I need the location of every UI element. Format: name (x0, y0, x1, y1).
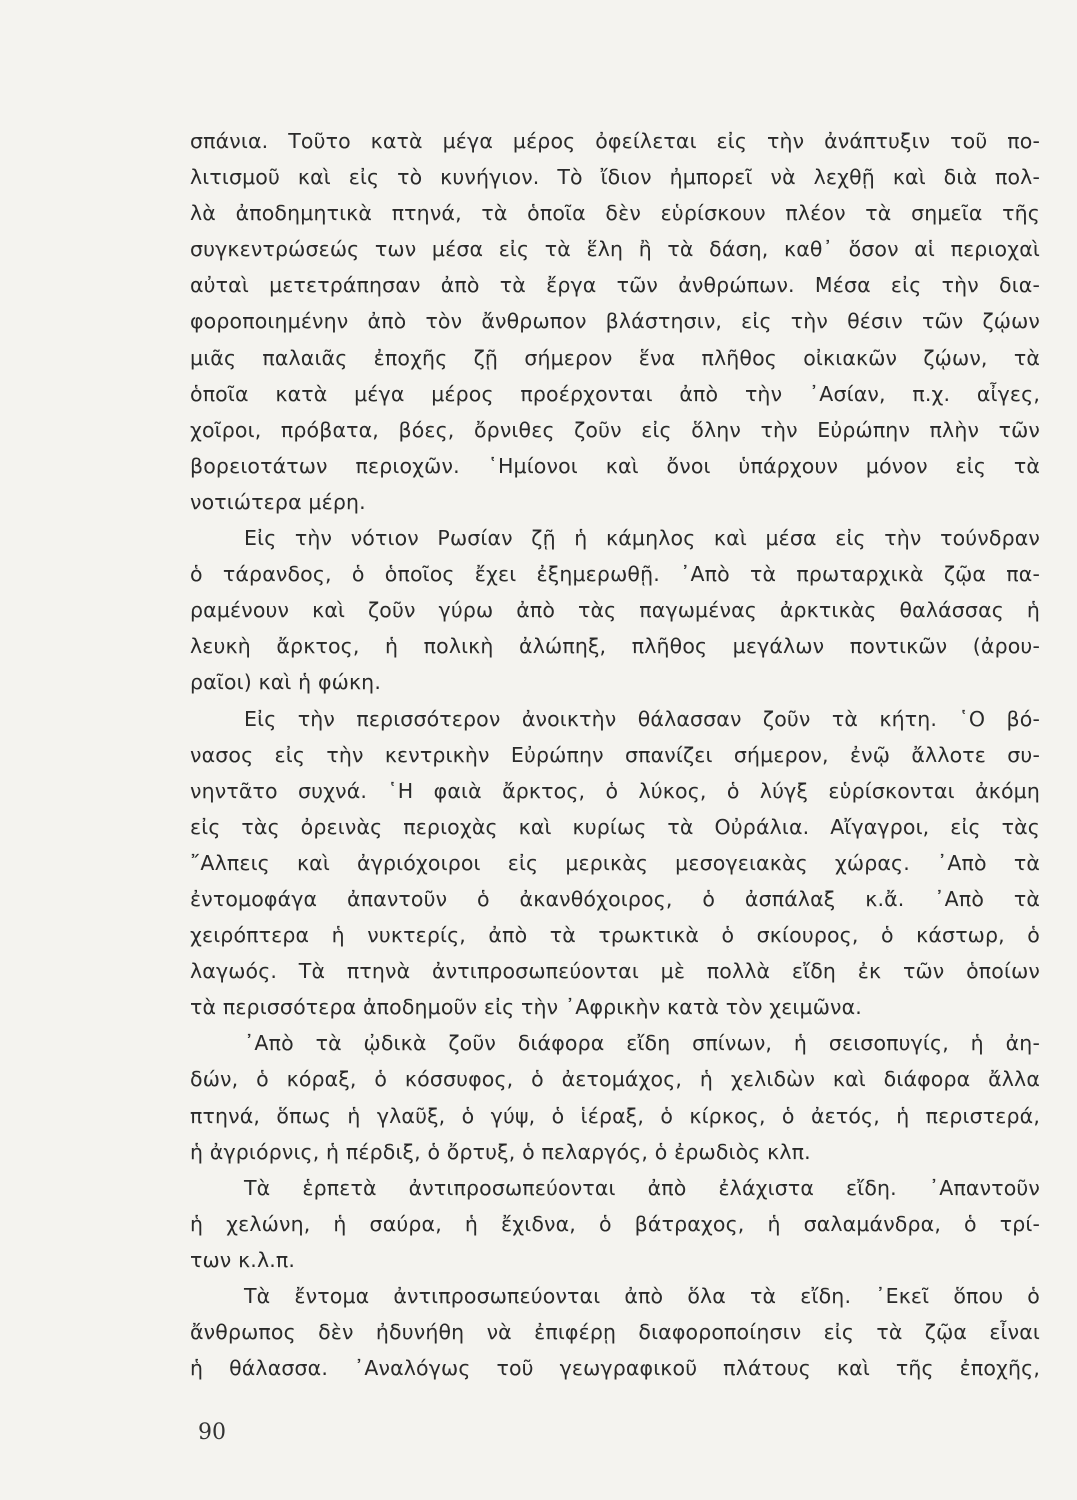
text-line: πτηνά, ὅπως ἡ γλαῦξ, ὁ γύψ, ὁ ἱέραξ, ὁ κίρκος, ὁ ἀετός, ἡ περιστερά, (190, 1103, 1040, 1128)
paragraph (190, 1025, 1040, 1169)
text-line: Τὰ ἔντομα ἀντιπροσωπεύονται ἀπὸ ὅλα τὰ εἴδη. ᾿Εκεῖ ὅπου ὁ (244, 1284, 1040, 1308)
text-line: ὁ τάρανδος, ὁ ὁποῖος ἔχει ἐξημερωθῇ. ᾿Απὸ τὰ πρωταρχικὰ ζῷα πα- (190, 562, 1040, 587)
text-line: λὰ ἀποδημητικὰ πτηνά, τὰ ὁποῖα δὲν εὑρίσκουν πλέον τὰ σημεῖα τῆς (190, 201, 1040, 226)
text-line: ἄνθρωπος δὲν ἠδυνήθη νὰ ἐπιφέρῃ διαφοροποίησιν εἰς τὰ ζῷα εἶναι (190, 1320, 1040, 1345)
paragraph (190, 1170, 1040, 1278)
text-line: τὰ περισσότερα ἀποδημοῦν εἰς τὴν ᾿Αφρικὴν κατὰ τὸν χειμῶνα. (190, 995, 862, 1020)
text-line: συγκεντρώσεώς των μέσα εἰς τὰ ἕλη ἢ τὰ δάση, καθ᾽ ὅσον αἱ περιοχαὶ (190, 237, 1040, 262)
paragraph (190, 123, 1040, 520)
text-line: δών, ὁ κόραξ, ὁ κόσσυφος, ὁ ἀετομάχος, ἡ χελιδὼν καὶ διάφορα ἄλλα (190, 1067, 1040, 1092)
text-line: χοῖροι, πρόβατα, βόες, ὄρνιθες ζοῦν εἰς ὅλην τὴν Εὐρώπην πλὴν τῶν (190, 417, 1040, 442)
text-line: βορειοτάτων περιοχῶν. ῾Ημίονοι καὶ ὄνοι ὑπάρχουν μόνον εἰς τὰ (190, 453, 1040, 478)
paragraph (190, 701, 1040, 1026)
text-line: νηντᾶτο συχνά. ῾Η φαιὰ ἄρκτος, ὁ λύκος, ὁ λύγξ εὑρίσκονται ἀκόμη (190, 778, 1040, 803)
text-line: ἡ θάλασσα. ᾿Αναλόγως τοῦ γεωγραφικοῦ πλάτους καὶ τῆς ἐποχῆς, (190, 1356, 1040, 1381)
text-line: Τὰ ἑρπετὰ ἀντιπροσωπεύονται ἀπὸ ἐλάχιστα εἴδη. ᾿Απαντοῦν (244, 1175, 1040, 1200)
text-line: νοτιώτερα μέρη. (190, 489, 366, 514)
text-line: ἐντομοφάγα ἀπαντοῦν ὁ ἀκανθόχοιρος, ὁ ἀσπάλαξ κ.ἄ. ᾿Απὸ τὰ (190, 886, 1040, 911)
text-line: νασος εἰς τὴν κεντρικὴν Εὐρώπην σπανίζει σήμερον, ἐνῷ ἄλλοτε συ- (190, 742, 1040, 767)
text-line: ῎Αλπεις καὶ ἀγριόχοιροι εἰς μερικὰς μεσογειακὰς χώρας. ᾿Απὸ τὰ (190, 850, 1040, 875)
text-line: των κ.λ.π. (190, 1247, 296, 1272)
text-line: λιτισμοῦ καὶ εἰς τὸ κυνήγιον. Τὸ ἴδιον ἠμπορεῖ νὰ λεχθῇ καὶ διὰ πολ- (190, 165, 1040, 190)
text-line: λευκὴ ἄρκτος, ἡ πολικὴ ἀλώπηξ, πλῆθος μεγάλων ποντικῶν (ἀρου- (190, 634, 1040, 659)
text-line: ἡ ἀγριόρνις, ἡ πέρδιξ, ὁ ὄρτυξ, ὁ πελαργός, ὁ ἐρωδιὸς κλπ. (190, 1139, 811, 1164)
text-line: χειρόπτερα ἡ νυκτερίς, ἀπὸ τὰ τρωκτικὰ ὁ σκίουρος, ὁ κάστωρ, ὁ (190, 923, 1040, 948)
body-text (190, 123, 1040, 1386)
text-line: Εἰς τὴν νότιον Ρωσίαν ζῇ ἡ κάμηλος καὶ μέσα εἰς τὴν τούνδραν (244, 526, 1040, 551)
text-line: ᾿Απὸ τὰ ᾠδικὰ ζοῦν διάφορα εἴδη σπίνων, ἡ σεισοπυγίς, ἡ ἀη- (244, 1031, 1040, 1056)
text-line: φοροποιημένην ἀπὸ τὸν ἄνθρωπον βλάστησιν, εἰς τὴν θέσιν τῶν ζῴων (190, 309, 1040, 334)
paragraph (190, 1278, 1040, 1386)
text-line: ραῖοι) καὶ ἡ φώκη. (190, 670, 381, 695)
paragraph (190, 520, 1040, 700)
page-number: 90 (198, 1420, 226, 1445)
text-line: ἡ χελώνη, ἡ σαύρα, ἡ ἔχιδνα, ὁ βάτραχος, ἡ σαλαμάνδρα, ὁ τρί- (190, 1211, 1040, 1236)
text-line: λαγωός. Τὰ πτηνὰ ἀντιπροσωπεύονται μὲ πολλὰ εἴδη ἐκ τῶν ὁποίων (190, 959, 1040, 984)
text-line: ὁποῖα κατὰ μέγα μέρος προέρχονται ἀπὸ τὴν ᾿Ασίαν, π.χ. αἶγες, (190, 381, 1040, 406)
text-line: σπάνια. Τοῦτο κατὰ μέγα μέρος ὀφείλεται εἰς τὴν ἀνάπτυξιν τοῦ πο- (190, 129, 1040, 153)
text-line: αὐταὶ μετετράπησαν ἀπὸ τὰ ἔργα τῶν ἀνθρώπων. Μέσα εἰς τὴν δια- (190, 273, 1040, 298)
text-line: ραμένουν καὶ ζοῦν γύρω ἀπὸ τὰς παγωμένας ἀρκτικὰς θαλάσσας ἡ (190, 598, 1040, 623)
text-line: εἰς τὰς ὀρεινὰς περιοχὰς καὶ κυρίως τὰ Οὐράλια. Αἴγαγροι, εἰς τὰς (190, 814, 1040, 839)
text-line: Εἰς τὴν περισσότερον ἀνοικτὴν θάλασσαν ζοῦν τὰ κήτη. ῾Ο βό- (244, 706, 1040, 731)
text-line: μιᾶς παλαιᾶς ἐποχῆς ζῇ σήμερον ἕνα πλῆθος οἰκιακῶν ζῴων, τὰ (190, 345, 1040, 370)
